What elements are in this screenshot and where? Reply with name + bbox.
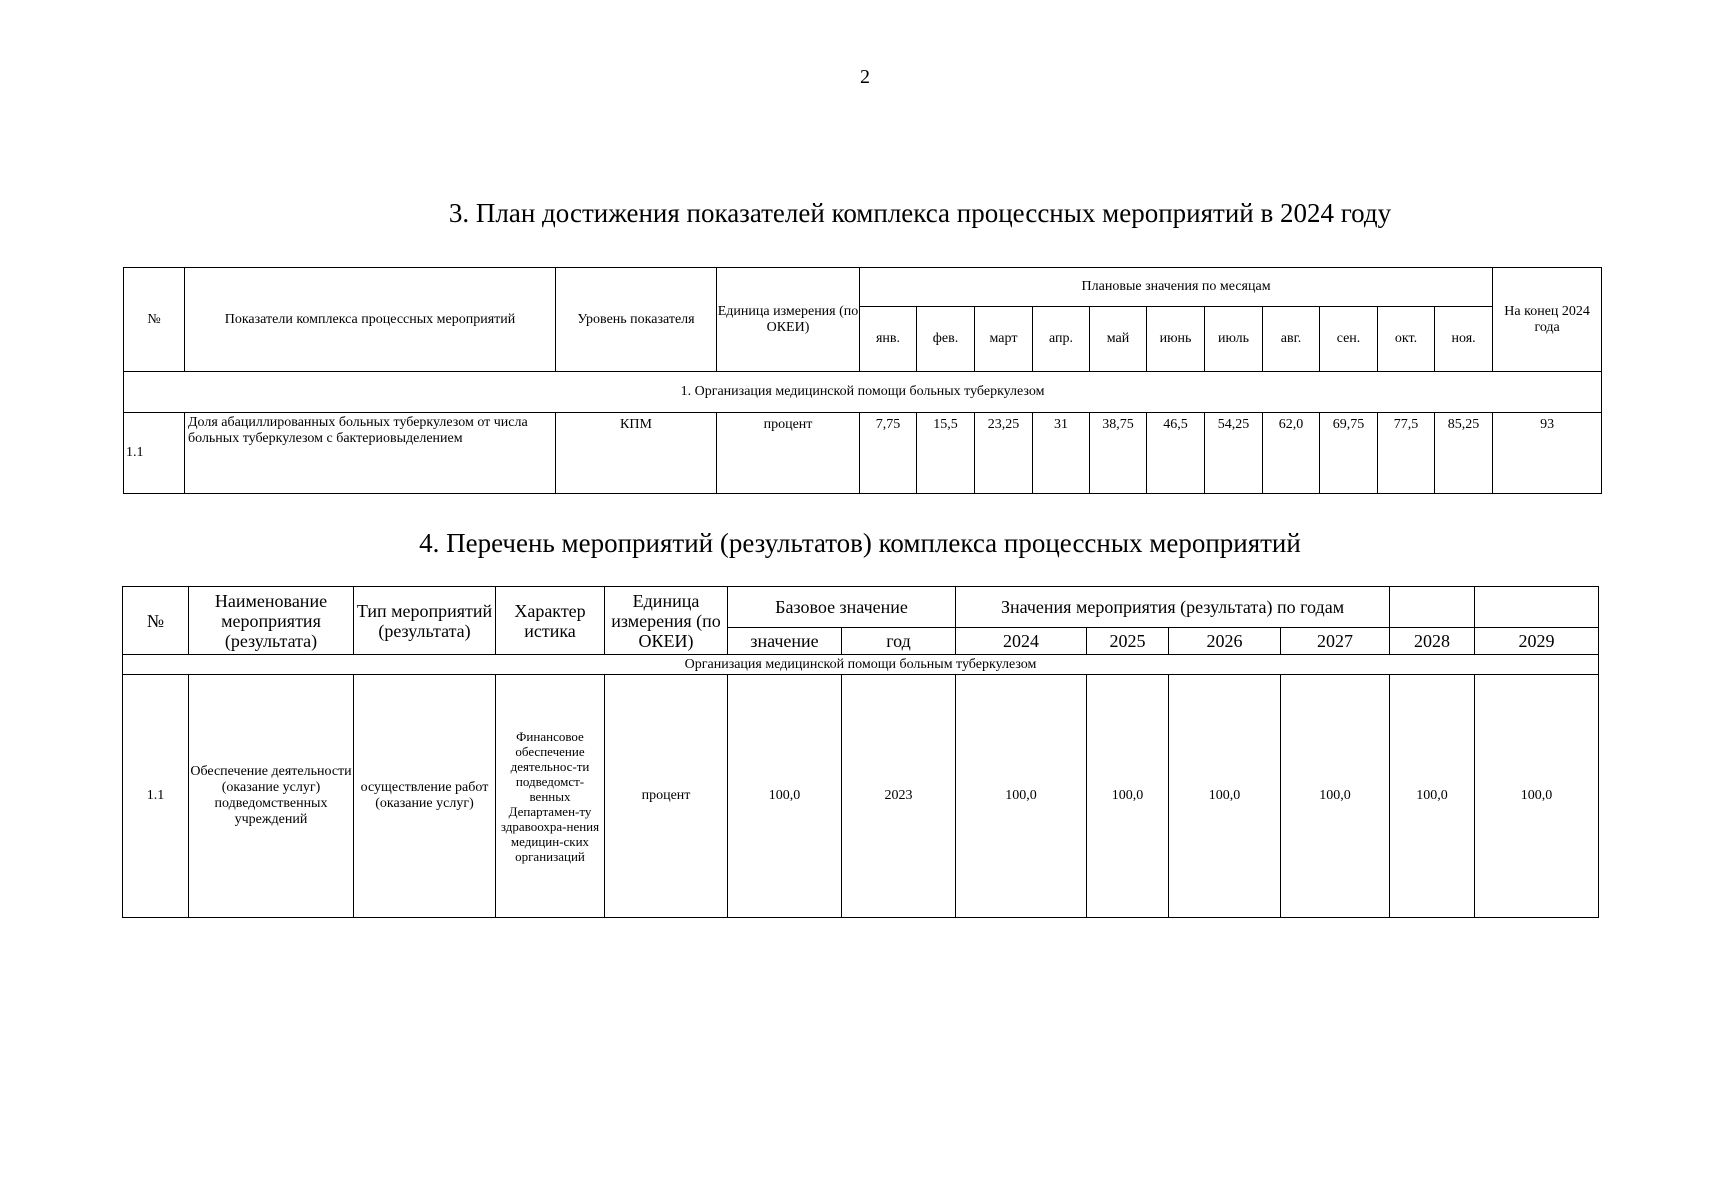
row-base-year: 2023: [842, 675, 956, 918]
header-unit: Единица измерения (по ОКЕИ): [605, 587, 728, 655]
header-end-of-year: На конец 2024 года: [1493, 268, 1602, 372]
section-row-label: 1. Организация медицинской помощи больных туберкулезом: [124, 372, 1602, 413]
month-value: 54,25: [1205, 413, 1263, 494]
row-activity-name: Обеспечение деятельности (оказание услуг) подведомственных учреждений: [189, 675, 354, 918]
indicators-plan-table: [123, 267, 1602, 494]
table-header-row: [123, 587, 1599, 628]
section-row: [123, 655, 1599, 675]
month-value: 38,75: [1090, 413, 1147, 494]
header-values-by-year: Значения мероприятия (результата) по годам: [956, 587, 1390, 628]
row-base-value: 100,0: [728, 675, 842, 918]
header-base-value-value: значение: [728, 628, 842, 655]
section-row: [124, 372, 1602, 413]
header-base-value-year: год: [842, 628, 956, 655]
row-end-of-year: 93: [1493, 413, 1602, 494]
month-value: 31: [1033, 413, 1090, 494]
year-value: 100,0: [1281, 675, 1390, 918]
year-value: 100,0: [1390, 675, 1475, 918]
month-header: июль: [1205, 307, 1263, 372]
month-header: янв.: [860, 307, 917, 372]
month-value: 7,75: [860, 413, 917, 494]
activities-list-table: [122, 586, 1599, 918]
year-header: 2025: [1087, 628, 1169, 655]
year-header: 2026: [1169, 628, 1281, 655]
table-header-row: [124, 268, 1602, 307]
row-activity-type: осуществление работ (оказание услуг): [354, 675, 496, 918]
row-num: 1.1: [124, 413, 185, 494]
year-header: 2029: [1475, 628, 1599, 655]
month-value: 23,25: [975, 413, 1033, 494]
header-empty: [1475, 587, 1599, 628]
section-row-label: Организация медицинской помощи больным туберкулезом: [123, 655, 1599, 675]
month-header: авг.: [1263, 307, 1320, 372]
table-row: [124, 413, 1602, 494]
table-row: [123, 675, 1599, 918]
year-value: 100,0: [1475, 675, 1599, 918]
month-value: 85,25: [1435, 413, 1493, 494]
month-header: март: [975, 307, 1033, 372]
year-header: 2024: [956, 628, 1087, 655]
header-indicators: Показатели комплекса процессных мероприятий: [185, 268, 556, 372]
header-characteristic: Характер истика: [496, 587, 605, 655]
header-level: Уровень показателя: [556, 268, 717, 372]
header-monthly: Плановые значения по месяцам: [860, 268, 1493, 307]
header-empty: [1390, 587, 1475, 628]
month-header: июнь: [1147, 307, 1205, 372]
header-name: Наименование мероприятия (результата): [189, 587, 354, 655]
year-value: 100,0: [956, 675, 1087, 918]
page-number: 2: [860, 66, 870, 88]
month-value: 69,75: [1320, 413, 1378, 494]
month-header: окт.: [1378, 307, 1435, 372]
row-indicator-name: Доля абациллированных больных туберкулезом от числа больных туберкулезом с бактериовыделением: [185, 413, 556, 494]
row-num: 1.1: [123, 675, 189, 918]
month-value: 62,0: [1263, 413, 1320, 494]
month-header: сен.: [1320, 307, 1378, 372]
section-4-title: 4. Перечень мероприятий (результатов) комплекса процессных мероприятий: [419, 528, 1301, 558]
header-num: №: [124, 268, 185, 372]
row-characteristic: Финансовое обеспечение деятельнос-ти подведомст-венных Департамен-ту здравоохра-нения медицин-ских организаций: [496, 675, 605, 918]
row-level: КПМ: [556, 413, 717, 494]
section-3-title: 3. План достижения показателей комплекса процессных мероприятий в 2024 году: [448, 198, 1392, 228]
header-type: Тип мероприятий (результата): [354, 587, 496, 655]
header-unit: Единица измерения (по ОКЕИ): [717, 268, 860, 372]
header-base-value: Базовое значение: [728, 587, 956, 628]
year-header: 2027: [1281, 628, 1390, 655]
year-value: 100,0: [1087, 675, 1169, 918]
row-unit: процент: [605, 675, 728, 918]
month-header: май: [1090, 307, 1147, 372]
year-value: 100,0: [1169, 675, 1281, 918]
month-header: фев.: [917, 307, 975, 372]
year-header: 2028: [1390, 628, 1475, 655]
month-header: апр.: [1033, 307, 1090, 372]
month-value: 15,5: [917, 413, 975, 494]
month-value: 46,5: [1147, 413, 1205, 494]
month-header: ноя.: [1435, 307, 1493, 372]
row-unit: процент: [717, 413, 860, 494]
header-num: №: [123, 587, 189, 655]
month-value: 77,5: [1378, 413, 1435, 494]
